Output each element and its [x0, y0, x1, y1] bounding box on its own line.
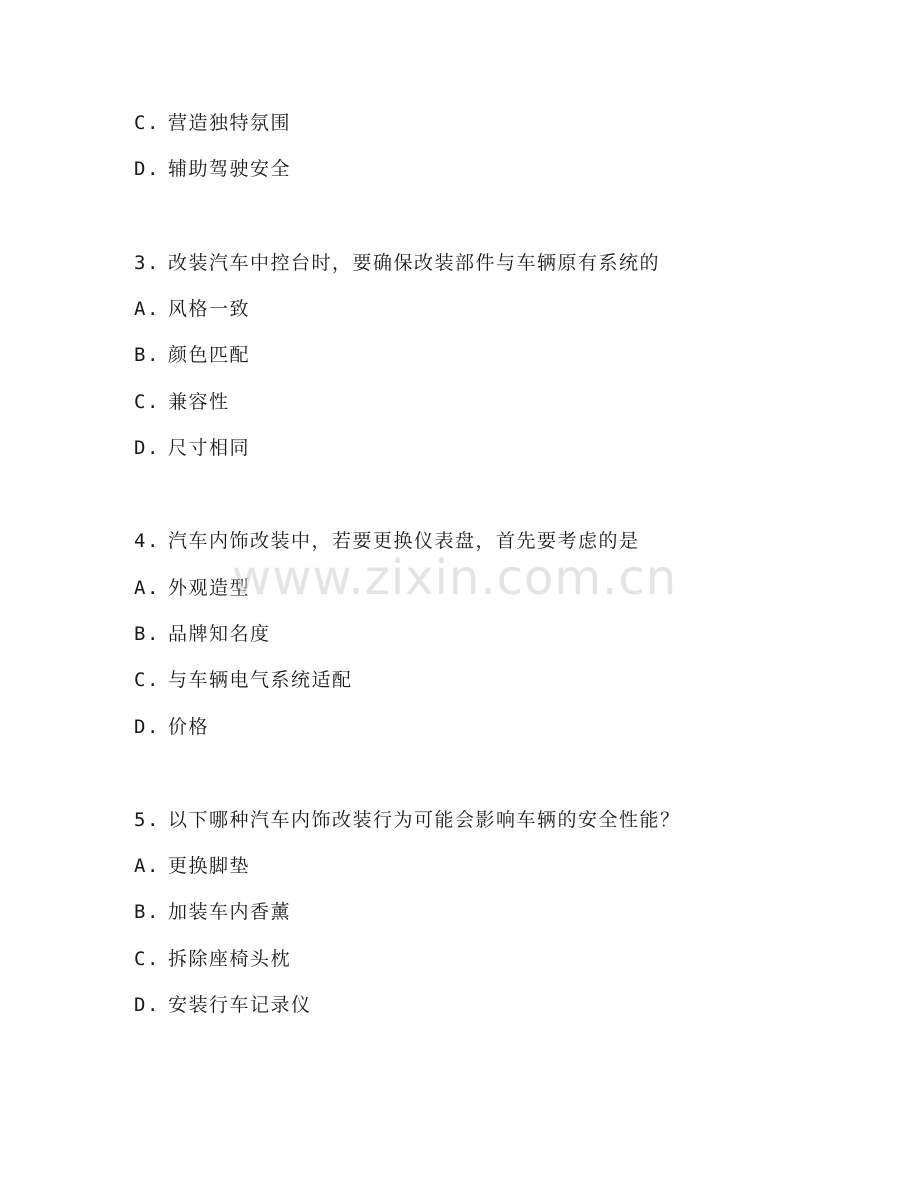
option-text: 颜色匹配	[168, 344, 251, 366]
option-label: C.	[134, 669, 160, 691]
option-label: D.	[134, 994, 160, 1016]
option-text: 拆除座椅头枕	[168, 948, 292, 970]
option-text: 品牌知名度	[168, 623, 271, 645]
question-text: 汽车内饰改装中，若要更换仪表盘，首先要考虑的是	[168, 530, 640, 552]
q3-option-d	[134, 436, 250, 460]
option-label: C.	[134, 391, 160, 413]
option-label: A.	[134, 577, 160, 599]
question-number: 5.	[134, 809, 160, 831]
q2-option-c	[134, 111, 291, 135]
q5-stem	[134, 808, 681, 832]
option-text: 辅助驾驶安全	[168, 158, 292, 180]
option-label: C.	[134, 112, 160, 134]
option-text: 营造独特氛围	[168, 112, 292, 134]
question-text: 改装汽车中控台时，要确保改装部件与车辆原有系统的	[168, 252, 661, 274]
q2-option-d	[134, 157, 291, 181]
option-text: 兼容性	[168, 391, 230, 413]
q5-option-c	[134, 947, 291, 971]
question-number: 4.	[134, 530, 160, 552]
option-text: 价格	[168, 716, 210, 738]
q3-option-b	[134, 343, 250, 367]
option-text: 与车辆电气系统适配	[168, 669, 353, 691]
option-label: A.	[134, 855, 160, 877]
option-label: C.	[134, 948, 160, 970]
q5-option-d	[134, 993, 312, 1017]
option-text: 更换脚垫	[168, 855, 251, 877]
option-text: 外观造型	[168, 577, 251, 599]
option-label: D.	[134, 437, 160, 459]
q3-option-a	[134, 297, 250, 321]
option-text: 风格一致	[168, 298, 251, 320]
option-label: A.	[134, 298, 160, 320]
q3-option-c	[134, 390, 230, 414]
q5-option-a	[134, 854, 250, 878]
option-label: D.	[134, 716, 160, 738]
question-text: 以下哪种汽车内饰改装行为可能会影响车辆的安全性能？	[168, 809, 681, 831]
watermark: www.zixin.com.cn	[232, 550, 678, 606]
option-label: B.	[134, 623, 160, 645]
q4-option-d	[134, 715, 209, 739]
option-label: D.	[134, 158, 160, 180]
q4-stem	[134, 529, 640, 553]
q4-option-c	[134, 668, 353, 692]
option-text: 尺寸相同	[168, 437, 251, 459]
q3-stem	[134, 251, 660, 275]
option-label: B.	[134, 344, 160, 366]
option-text: 安装行车记录仪	[168, 994, 312, 1016]
option-text: 加装车内香薰	[168, 901, 292, 923]
option-label: B.	[134, 901, 160, 923]
question-number: 3.	[134, 252, 160, 274]
q4-option-b	[134, 622, 271, 646]
q4-option-a	[134, 576, 250, 600]
q5-option-b	[134, 900, 291, 924]
